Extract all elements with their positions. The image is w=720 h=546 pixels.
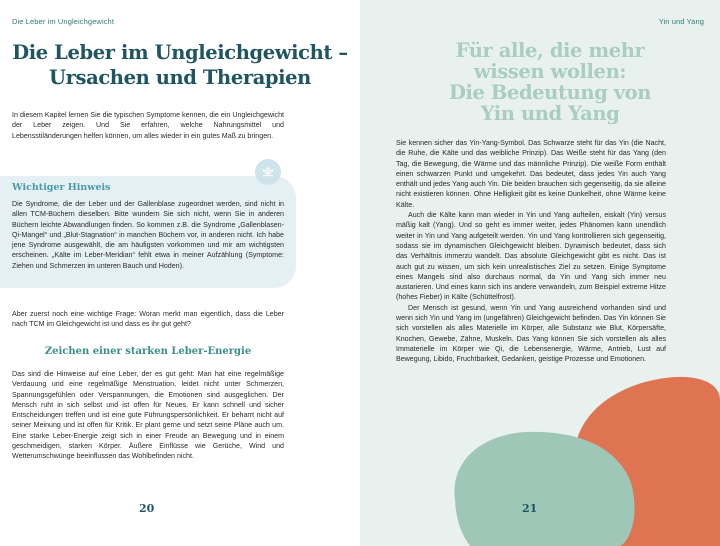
yin-yang-text (396, 138, 666, 365)
section-title-line1: Für alle, die mehr (455, 39, 645, 62)
question-paragraph: Aber zuerst noch eine wichtige Frage: Woran merkt man eigentlich, dass die Leber nach TCM im Gleichgewicht ist und dass es ihr gut geht? (12, 310, 284, 329)
running-head-left: Die Leber im Ungleichgewicht (12, 17, 115, 26)
lotus-icon (255, 159, 281, 185)
hint-title: Wichtiger Hinweis (12, 182, 111, 193)
page-number-left: 20 (139, 502, 155, 515)
section-title-line2: wissen wollen: (473, 60, 627, 83)
signs-paragraph: Das sind die Hinweise auf eine Leber, der es gut geht: Man hat eine regelmäßige Verdauung und eine regelmäßige Menstruation, leidet nicht unter Schmerzen, Spannungsgefühlen oder Verspannungen, die Emotionen sind ausgeglichen. Der Mensch ruht in sich selbst und ist offen für Neues. Er kann schnell und sicher Entscheidungen treffen und ist eine gute Führungspersönlichkeit. Er beharrt nicht auf seiner Meinung und ist offen für Kritik. Er plant gerne und setzt seine Pläne auch um. Eine starke Leber-Energie zeigt sich in einer Freude an Bewegung und in einem geschmeidigen, starken Körper. Äußere Einflüsse wie Gerüche, Wind und Wetterumschwünge beeinflussen das Wohlbefinden nicht. (12, 370, 284, 461)
chapter-title-line2: Ursachen und Therapien (49, 66, 311, 89)
chapter-title (12, 40, 348, 90)
page-number-right: 21 (522, 502, 538, 515)
section-title (420, 40, 680, 124)
paragraph-1: Sie kennen sicher das Yin-Yang-Symbol. Das Schwarze steht für das Yin (die Nacht, die Ruhe, die Kälte und das weibliche Prinzip). Das Weiße steht für das Yang (den Tag, die Bewegung, die Wärme und das männliche Prinzip). Die weiße Form enthält einen schwarzen Punkt und umgekehrt. Das bedeutet, dass jedes Yin auch Yang enthält und jedes Yang auch Yin. Die beiden brauchen sich gegenseitig, da sie alleine nicht existieren können. Ohne Helligkeit gibt es keine Dunkelheit, ohne Wärme keine Kälte. (396, 139, 666, 209)
paragraph-2: Auch die Kälte kann man wieder in Yin und Yang aufteilen, eiskalt (Yin) versus mäßig kalt (Yang). Und so geht es immer weiter, jedes Phänomen kann unendlich weiter in Yin und Yang aufgeteilt werden. Yin und Yang kontrollieren sich gegenseitig, sodass sie im dynamischen Gleichgewicht bleiben. Dynamisch bedeutet, dass sich das Verhältnis immerzu wandelt. Das absolute Gleichgewicht gibt es nicht. Das ist auch gut zu wissen, um sich kein unrealistisches Ziel zu setzen. Einige Symptome eines Mangels sind also durchaus normal, da Yin und Yang sich immer neu austarieren. Und eines kann sich ins andere verwandeln, zum Beispiel extreme Hitze (hohes Fieber) in Kälte (Schüttelfrost). (396, 211, 666, 302)
chapter-title-line1: Die Leber im Ungleichgewicht – (12, 41, 348, 64)
section-title-line3: Die Bedeutung von (448, 81, 652, 104)
section-title-line4: Yin und Yang (480, 102, 620, 125)
section-subheading: Zeichen einer starken Leber-Energie (44, 346, 252, 357)
paragraph-3: Der Mensch ist gesund, wenn Yin und Yang ausreichend vorhanden sind und wenn sich Yin und Yang im (ungefähren) Gleichgewicht befinden. Das Yin können Sie sich vorstellen als alles Materielle im Körper, alle Substanz wie Blut, Körpersäfte, Knochen, Gewebe, Zähne, Muskeln. Das Yang können Sie sich vorstellen als alles Immaterielle im Körper wie Qi, die Lebensenergie, Wärme, Antrieb, Lust auf Bewegung, Libido, Fruchtbarkeit, Gedanken, geistige Prozesse und Emotionen. (396, 303, 666, 364)
intro-paragraph: In diesem Kapitel lernen Sie die typischen Symptome kennen, die ein Ungleichgewicht der Leber zeigen. Und Sie erfahren, welche Nahrungsmittel und Lebensstiländerungen helfen können, um alles wieder in ein gutes Maß zu bringen. (12, 111, 284, 140)
right-page (360, 0, 720, 546)
running-head-right: Yin und Yang (658, 17, 704, 26)
hint-text: Die Syndrome, die der Leber und der Gallenblase zugeordnet werden, sind nicht in allen TCM-Büchern dieselben. Bitte wundern Sie sich nicht, wenn Sie in anderen Büchern leichte Abwandlungen finden. So kommen z.B. die Syndrome „Gallenblasen-Qi-Mangel“ und „Blut-Stagnation“ in manchen Büchern vor, in anderen nicht. Ich habe jene Syndrome ausgewählt, die am häufigsten vorkommen und mir am wichtigsten erscheinen. „Kälte im Leber-Meridian“ fehlt etwa in meiner Aufzählung (Symptome: Ziehen und Schmerzen im unteren Bauch und Hoden). (12, 200, 284, 270)
